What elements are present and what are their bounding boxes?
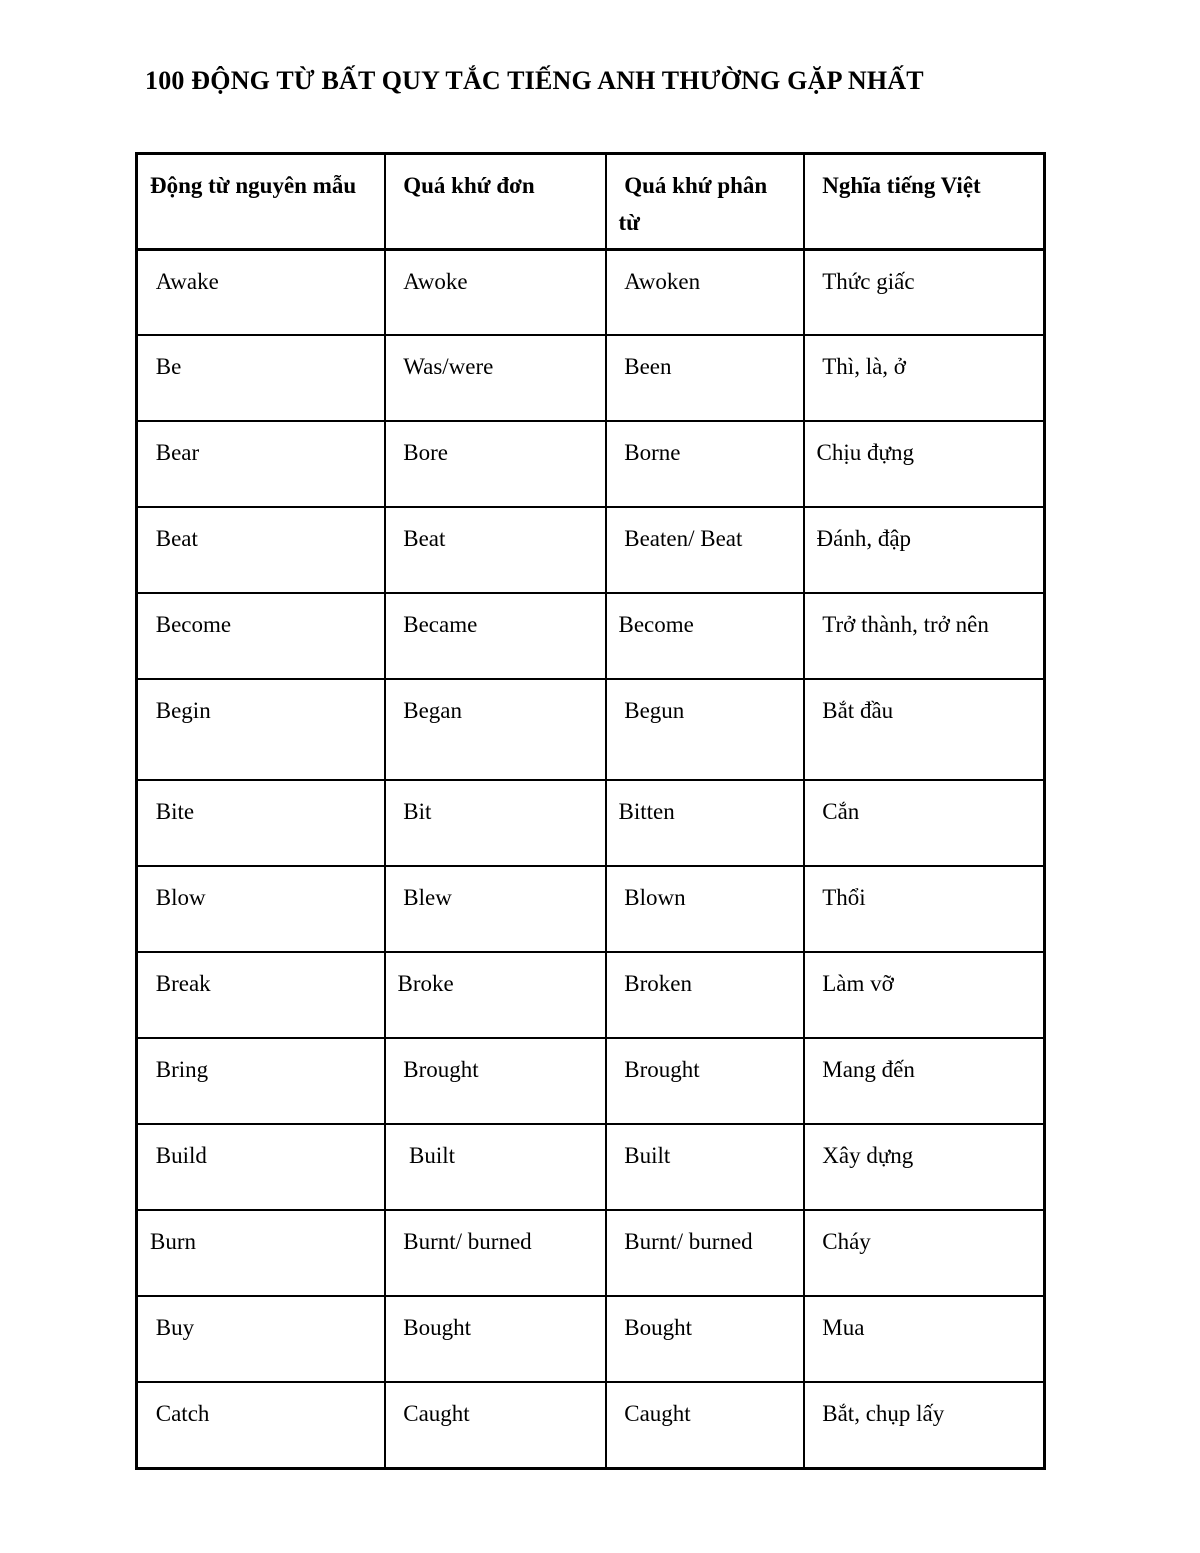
cell-meaning: Cắn xyxy=(804,780,1045,866)
cell-infinitive: Begin xyxy=(137,679,385,780)
irregular-verbs-table xyxy=(135,152,1046,1470)
cell-meaning: Đánh, đập xyxy=(804,507,1045,593)
table-row xyxy=(137,1038,1045,1124)
cell-past-participle: Become xyxy=(606,593,804,679)
header-cell-past-participle: Quá khứ phân từ xyxy=(606,154,804,250)
cell-past-participle: Caught xyxy=(606,1382,804,1468)
cell-past-participle: Borne xyxy=(606,421,804,507)
table-row xyxy=(137,249,1045,335)
cell-infinitive: Be xyxy=(137,335,385,421)
cell-past-participle: Beaten/ Beat xyxy=(606,507,804,593)
cell-meaning: Thức giấc xyxy=(804,249,1045,335)
cell-meaning: Bắt, chụp lấy xyxy=(804,1382,1045,1468)
cell-past-participle: Built xyxy=(606,1124,804,1210)
table-row xyxy=(137,679,1045,780)
cell-past-simple: Bought xyxy=(385,1296,606,1382)
table-row xyxy=(137,335,1045,421)
cell-infinitive: Awake xyxy=(137,249,385,335)
table-row xyxy=(137,593,1045,679)
header-cell-meaning: Nghĩa tiếng Việt xyxy=(804,154,1045,250)
cell-past-simple: Began xyxy=(385,679,606,780)
cell-past-participle: Bought xyxy=(606,1296,804,1382)
cell-meaning: Thổi xyxy=(804,866,1045,952)
cell-past-simple: Was/were xyxy=(385,335,606,421)
cell-past-participle: Begun xyxy=(606,679,804,780)
cell-infinitive: Catch xyxy=(137,1382,385,1468)
table-row xyxy=(137,507,1045,593)
cell-infinitive: Bite xyxy=(137,780,385,866)
cell-infinitive: Break xyxy=(137,952,385,1038)
header-cell-infinitive: Động từ nguyên mẫu xyxy=(137,154,385,250)
cell-infinitive: Buy xyxy=(137,1296,385,1382)
cell-meaning: Xây dựng xyxy=(804,1124,1045,1210)
cell-past-participle: Burnt/ burned xyxy=(606,1210,804,1296)
table-row xyxy=(137,1382,1045,1468)
table-row xyxy=(137,421,1045,507)
cell-past-participle: Blown xyxy=(606,866,804,952)
cell-meaning: Thì, là, ở xyxy=(804,335,1045,421)
cell-past-participle: Brought xyxy=(606,1038,804,1124)
table-row xyxy=(137,780,1045,866)
cell-infinitive: Build xyxy=(137,1124,385,1210)
cell-past-simple: Broke xyxy=(385,952,606,1038)
cell-infinitive: Blow xyxy=(137,866,385,952)
cell-past-simple: Blew xyxy=(385,866,606,952)
cell-past-participle: Broken xyxy=(606,952,804,1038)
table-row xyxy=(137,866,1045,952)
cell-meaning: Cháy xyxy=(804,1210,1045,1296)
cell-meaning: Bắt đầu xyxy=(804,679,1045,780)
cell-infinitive: Become xyxy=(137,593,385,679)
cell-infinitive: Beat xyxy=(137,507,385,593)
header-row xyxy=(137,154,1045,250)
cell-past-simple: Brought xyxy=(385,1038,606,1124)
cell-infinitive: Burn xyxy=(137,1210,385,1296)
cell-past-simple: Bore xyxy=(385,421,606,507)
cell-past-simple: Built xyxy=(385,1124,606,1210)
cell-past-simple: Became xyxy=(385,593,606,679)
cell-infinitive: Bring xyxy=(137,1038,385,1124)
cell-past-simple: Beat xyxy=(385,507,606,593)
cell-past-simple: Bit xyxy=(385,780,606,866)
cell-meaning: Mua xyxy=(804,1296,1045,1382)
table-row xyxy=(137,952,1045,1038)
table-row xyxy=(137,1210,1045,1296)
table-row xyxy=(137,1124,1045,1210)
cell-past-participle: Been xyxy=(606,335,804,421)
cell-infinitive: Bear xyxy=(137,421,385,507)
cell-past-simple: Caught xyxy=(385,1382,606,1468)
header-cell-past-simple: Quá khứ đơn xyxy=(385,154,606,250)
page-title: 100 ĐỘNG TỪ BẤT QUY TẮC TIẾNG ANH THƯỜNG GẶP NHẤT xyxy=(145,66,924,95)
cell-meaning: Trở thành, trở nên xyxy=(804,593,1045,679)
cell-meaning: Mang đến xyxy=(804,1038,1045,1124)
cell-past-participle: Bitten xyxy=(606,780,804,866)
cell-past-simple: Awoke xyxy=(385,249,606,335)
cell-meaning: Làm vỡ xyxy=(804,952,1045,1038)
cell-past-participle: Awoken xyxy=(606,249,804,335)
table-row xyxy=(137,1296,1045,1382)
cell-past-simple: Burnt/ burned xyxy=(385,1210,606,1296)
cell-meaning: Chịu đựng xyxy=(804,421,1045,507)
